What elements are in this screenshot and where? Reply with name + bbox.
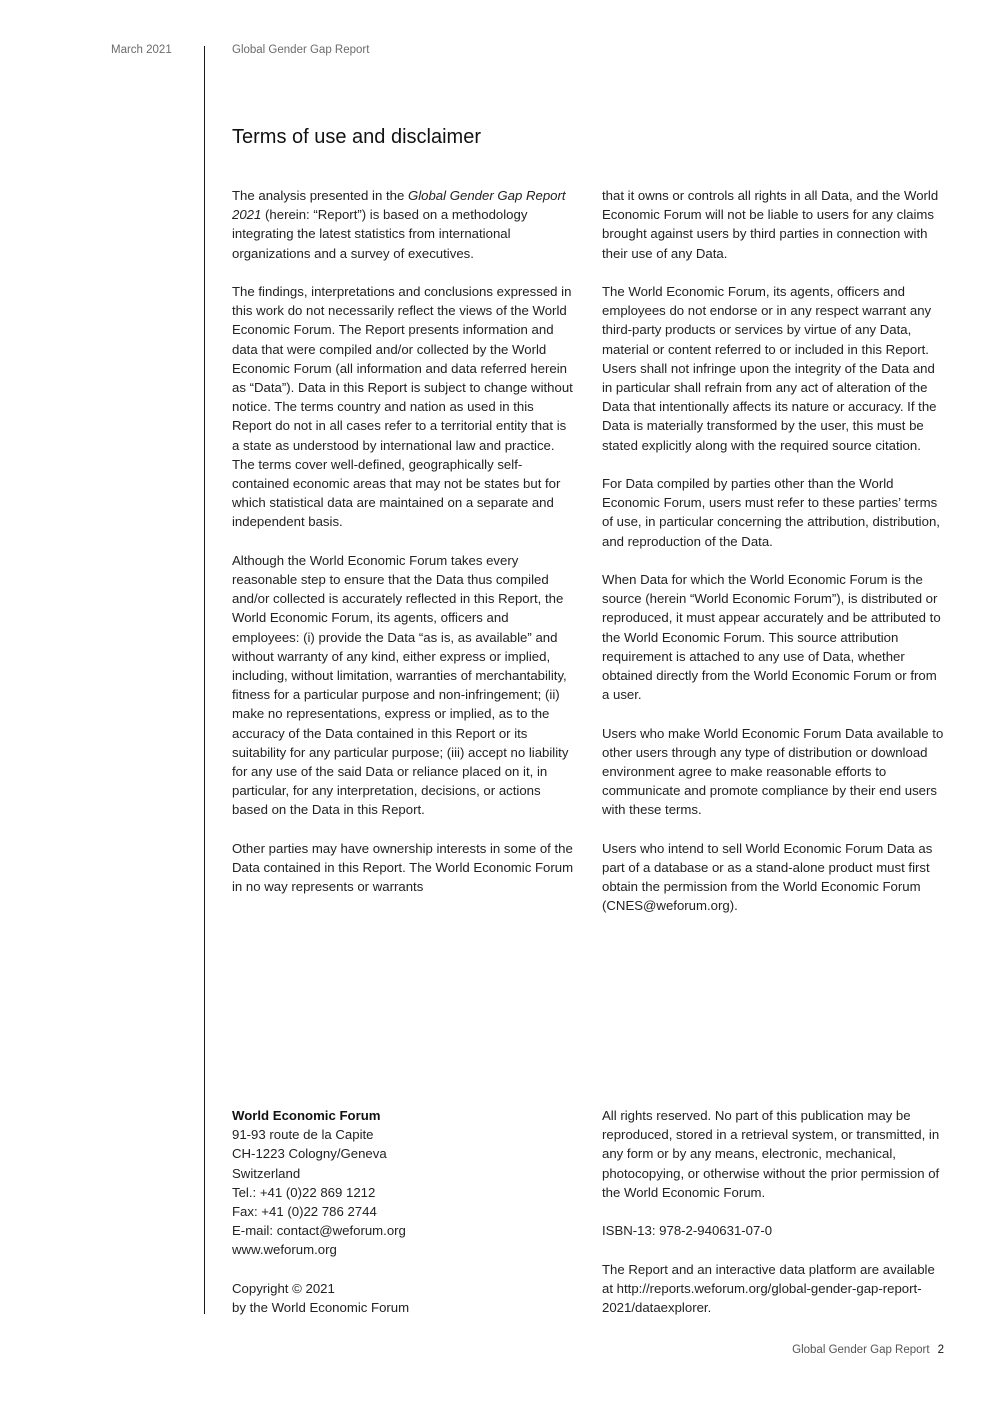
rights-reserved: All rights reserved. No part of this publication may be reproduced, stored in a retrieval system, or transmitted, in any form or by any means, electronic, mechanical, photocopying, or otherwise without the prior permission of the World Economic Forum. xyxy=(602,1108,940,1200)
page-footer xyxy=(792,1344,944,1356)
isbn: ISBN-13: 978-2-940631-07-0 xyxy=(602,1223,773,1239)
contact-email[interactable]: E-mail: contact@weforum.org xyxy=(232,1223,406,1239)
copyright-line-1: Copyright © 2021 xyxy=(232,1280,335,1296)
header-date: March 2021 xyxy=(111,44,172,56)
data-platform-note: The Report and an interactive data platform are available at http://reports.weforum.org/global-gender-gap-report-2021/dataexplorer. xyxy=(602,1261,935,1315)
address-country: Switzerland xyxy=(232,1165,301,1181)
paragraph-selling: Users who intend to sell World Economic Forum Data as part of a database or as a stand-alone product must first obtain the permission from the World Economic Forum (CNES@weforum.org). xyxy=(602,840,933,914)
left-text-column xyxy=(232,186,577,916)
contact-address xyxy=(232,1106,577,1260)
contact-block xyxy=(232,1106,577,1336)
header-report-title: Global Gender Gap Report xyxy=(232,44,370,56)
page-title: Terms of use and disclaimer xyxy=(232,126,481,148)
address-line-2: CH-1223 Cologny/Geneva xyxy=(232,1146,387,1162)
footer-report-title: Global Gender Gap Report xyxy=(792,1344,930,1356)
org-name: World Economic Forum xyxy=(232,1108,381,1123)
paragraph-findings: The findings, interpretations and conclusions expressed in this work do not necessarily reflect the views of the World Economic Forum. The Report presents information and data that were compiled and/or collected by the World Economic Forum (all information and data referred herein as “Data”). Data in this Report is subject to change without notice. The terms country and nation as used in this Report do not in all cases refer to a territorial entity that is a state as understood by international law and practice. The terms cover well-defined, geographically self-contained economic areas that may not be states but for which statistical data are maintained on a separate and independent basis. xyxy=(232,284,573,530)
paragraph-endorsement: The World Economic Forum, its agents, officers and employees do not endorse or in any respect warrant any third-party products or services by virtue of any Data, material or content referred to or included in this Report. Users shall not infringe upon the integrity of the Data and in particular shall refrain from any act of alteration of the Data that intentionally affects its nature or accuracy. If the Data is materially transformed by the user, this must be stated explicitly along with the required source citation. xyxy=(602,284,937,453)
paragraph-attribution: When Data for which the World Economic Forum is the source (herein “World Economic Forum”), is distributed or reproduced, it must appear accurately and be attributed to the World Economic Forum. This source attribution requirement is attached to any use of Data, whether obtained directly from the World Economic Forum or from a user. xyxy=(602,572,941,703)
paragraph-warranty: Although the World Economic Forum takes every reasonable step to ensure that the Data thus compiled and/or collected is accurately reflected in this Report, the World Economic Forum, its agents, officers and employees: (i) provide the Data “as is, as available” and without warranty of any kind, either express or implied, including, without limitation, warranties of merchantability, fitness for a particular purpose and non-infringement; (ii) make no representations, express or implied, as to the accuracy of the Data contained in this Report or its suitability for any particular purpose; (iii) accept no liability for any use of the said Data or reliance placed on it, in particular, for any interpretation, decisions, or actions based on the Data in this Report. xyxy=(232,552,569,818)
paragraph-third-party: For Data compiled by parties other than the World Economic Forum, users must refer to these parties’ terms of use, in particular concerning the attribution, distribution, and reproduction of the Data. xyxy=(602,476,940,549)
report-title-italic: Global Gender Gap Report 2021 xyxy=(232,188,566,223)
legal-block xyxy=(602,1106,947,1336)
paragraph-distribution: Users who make World Economic Forum Data available to other users through any type of distribution or download environment agree to make reasonable efforts to communicate and promote compliance by their end users with these terms. xyxy=(602,725,944,818)
paragraph-analysis xyxy=(232,186,577,263)
paragraph-ownership: Other parties may have ownership interests in some of the Data contained in this Report. The World Economic Forum in no way represents or warrants xyxy=(232,840,574,895)
copyright xyxy=(232,1279,577,1317)
copyright-line-2: by the World Economic Forum xyxy=(232,1300,410,1316)
website-link[interactable]: www.weforum.org xyxy=(232,1242,337,1258)
contact-fax: Fax: +41 (0)22 786 2744 xyxy=(232,1204,377,1220)
paragraph-rights: that it owns or controls all rights in all Data, and the World Economic Forum will not be liable to users for any claims brought against users by third parties in connection with their use of any Data. xyxy=(602,188,939,261)
right-text-column xyxy=(602,186,947,935)
vertical-divider xyxy=(204,46,205,1314)
paragraph-analysis-suffix: (herein: “Report”) is based on a methodology integrating the latest statistics from international organizations and a survey of executives. xyxy=(232,207,528,261)
page-number: 2 xyxy=(937,1344,944,1356)
address-line-1: 91-93 route de la Capite xyxy=(232,1127,374,1143)
paragraph-analysis-prefix: The analysis presented in the xyxy=(232,188,408,203)
contact-tel: Tel.: +41 (0)22 869 1212 xyxy=(232,1184,376,1200)
